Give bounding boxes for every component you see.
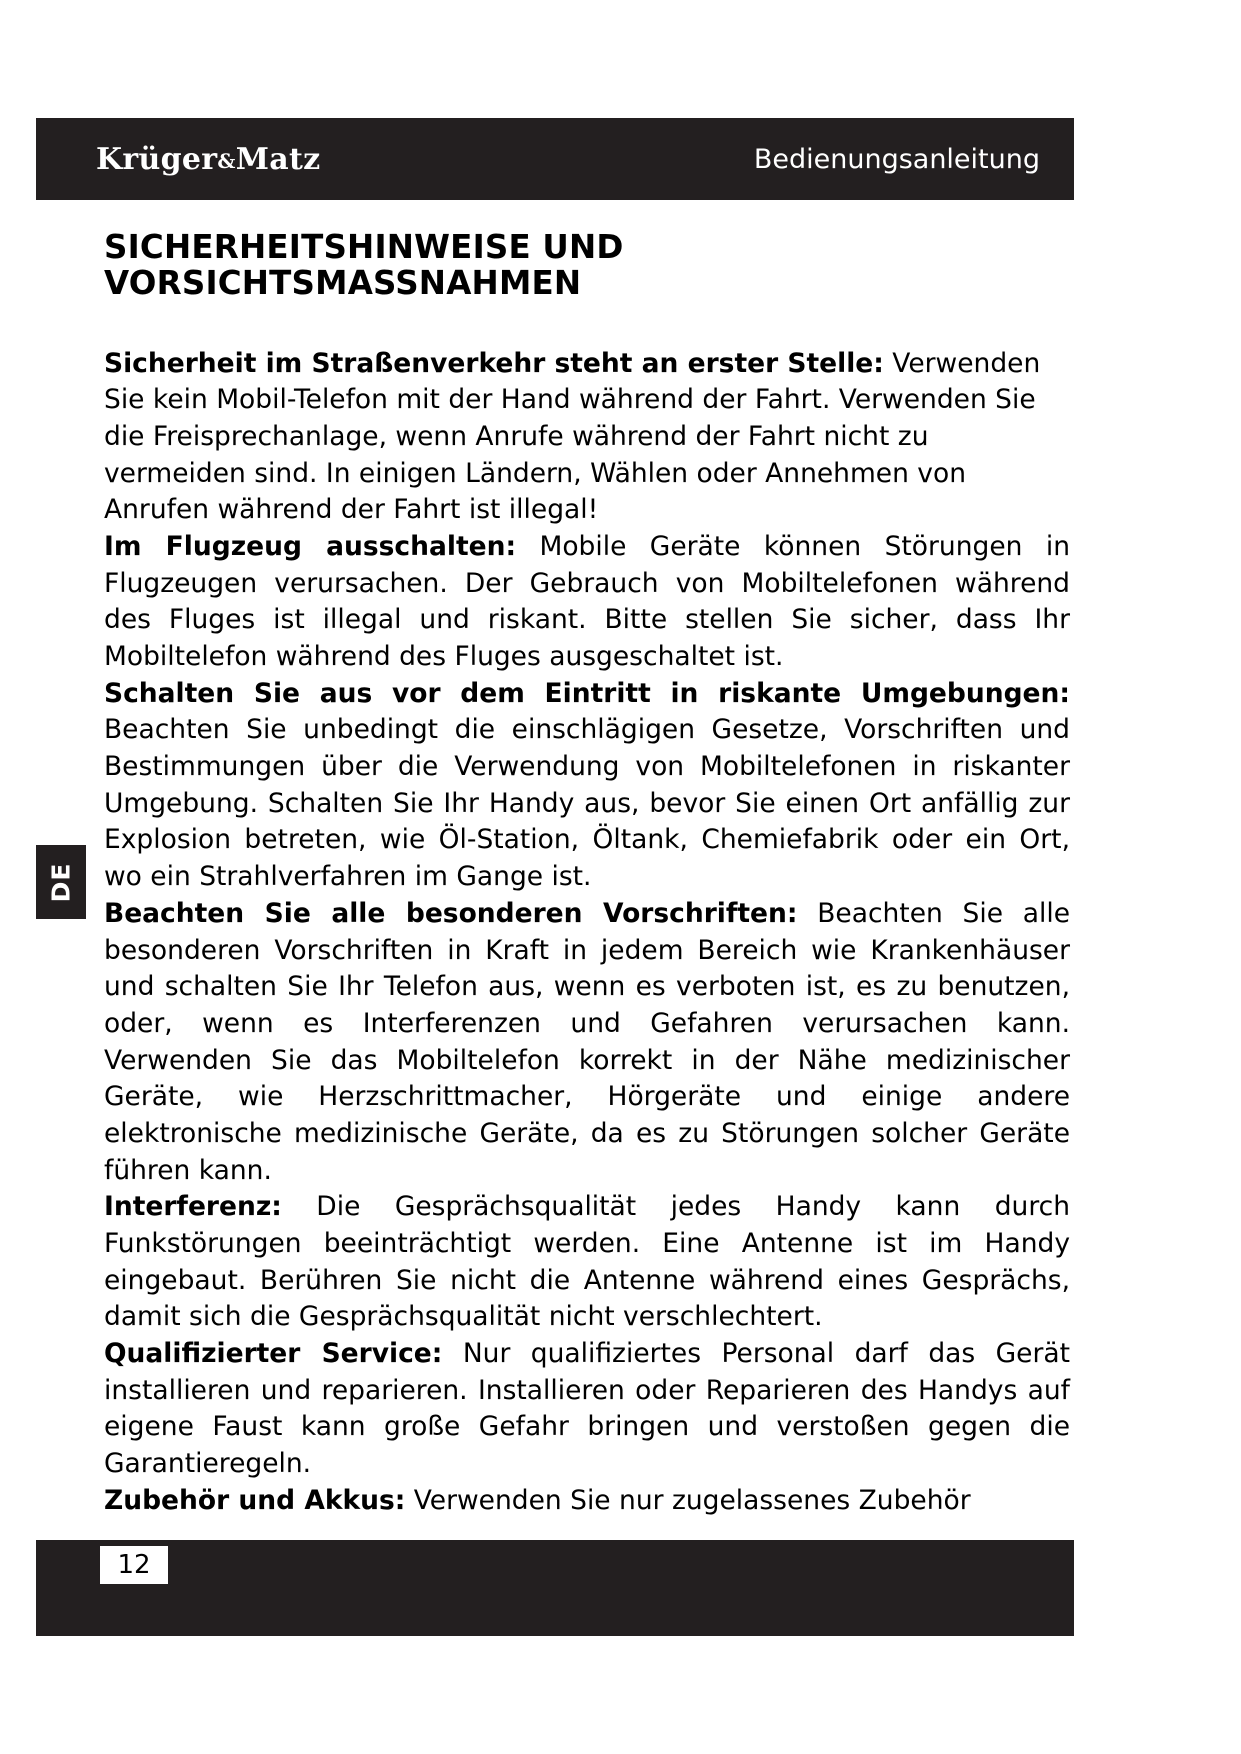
paragraph-lead: Qualifizierter Service:	[104, 1338, 443, 1370]
paragraph-lead: Zubehör und Akkus:	[104, 1484, 406, 1516]
brand-name-right: Matz	[235, 141, 321, 177]
paragraph-lead: Schalten Sie aus vor dem Eintritt in riskante Umgebungen:	[104, 677, 1070, 709]
paragraph-lead: Sicherheit im Straßenverkehr steht an erster Stelle:	[104, 347, 884, 379]
page-title: SICHERHEITSHINWEISE UND VORSICHTSMASSNAHMEN	[104, 228, 624, 302]
page-number: 12	[100, 1546, 168, 1584]
paragraph-body: Mobile Geräte können Störungen in Flugzeugen verursachen. Der Gebrauch von Mobiltelefonen während des Fluges ist illegal und riskant. Bitte stellen Sie sicher, dass Ihr Mobiltelefon während des Fluges ausgeschaltet ist.	[104, 530, 1070, 672]
paragraph-qualified-service	[104, 1336, 1070, 1483]
footer-bar	[36, 1540, 1074, 1636]
paragraph-lead: Im Flugzeug ausschalten:	[104, 530, 517, 562]
paragraph-accessories	[104, 1483, 1070, 1520]
brand-logo	[96, 142, 320, 177]
paragraph-body: Beachten Sie unbedingt die einschlägigen Gesetze, Vorschriften und Bestimmungen über die Verwendung von Mobiltelefonen in riskanter Umgebung. Schalten Sie Ihr Handy aus, bevor Sie einen Ort anfällig zur Explosion betreten, wie Öl-Station, Öltank, Chemiefabrik oder ein Ort, wo ein Strahlverfahren im Gange ist.	[104, 714, 1070, 893]
paragraph-interference	[104, 1189, 1070, 1336]
paragraph-special-regulations	[104, 896, 1070, 1190]
brand-name-left: Krüger	[96, 141, 218, 177]
paragraph-hazardous-areas	[104, 676, 1070, 896]
paragraph-lead: Beachten Sie alle besonderen Vorschriften:	[104, 897, 798, 929]
main-content	[104, 230, 1070, 1520]
paragraph-body: Nur qualifiziertes Personal darf das Gerät installieren und reparieren. Installieren oder Reparieren des Handys auf eigene Faust kann große Gefahr bringen und verstoßen gegen die Garantieregeln.	[104, 1338, 1071, 1480]
paragraph-body: Die Gesprächsqualität jedes Handy kann durch Funkstörungen beeinträchtigt werden. Eine Antenne ist im Handy eingebaut. Berühren Sie nicht die Antenne während eines Gesprächs, damit sich die Gesprächsqualität nicht verschlechtert.	[104, 1191, 1070, 1333]
document-type-label: Bedienungsanleitung	[753, 143, 1040, 175]
paragraph-body: Beachten Sie alle besonderen Vorschriften in Kraft in jedem Bereich wie Krankenhäuser und schalten Sie Ihr Telefon aus, wenn es verboten ist, es zu benutzen, oder, wenn es Interferenzen und Gefahren verursachen kann. Verwenden Sie das Mobiltelefon korrekt in der Nähe medizinischer Geräte, wie Herzschrittmacher, Hörgeräte und einige andere elektronische medizinische Geräte, da es zu Störungen solcher Geräte führen kann.	[104, 897, 1070, 1186]
paragraph-body: Verwenden Sie nur zugelassenes Zubehör	[405, 1484, 971, 1516]
paragraph-lead: Interferenz:	[104, 1191, 282, 1223]
paragraph-airplane	[104, 529, 1070, 676]
language-tab-de	[36, 845, 86, 919]
language-tab-label: DE	[46, 862, 76, 902]
paragraph-road-safety	[104, 346, 1070, 529]
header-bar	[36, 118, 1074, 200]
brand-ampersand: &	[217, 148, 236, 173]
paragraph-body: Verwenden Sie kein Mobil-Telefon mit der Hand während der Fahrt. Verwenden Sie die Freisprechanlage, wenn Anrufe während der Fahrt nicht zu vermeiden sind. In einigen Ländern, Wählen oder Annehmen von Anrufen während der Fahrt ist illegal!	[104, 347, 1041, 526]
